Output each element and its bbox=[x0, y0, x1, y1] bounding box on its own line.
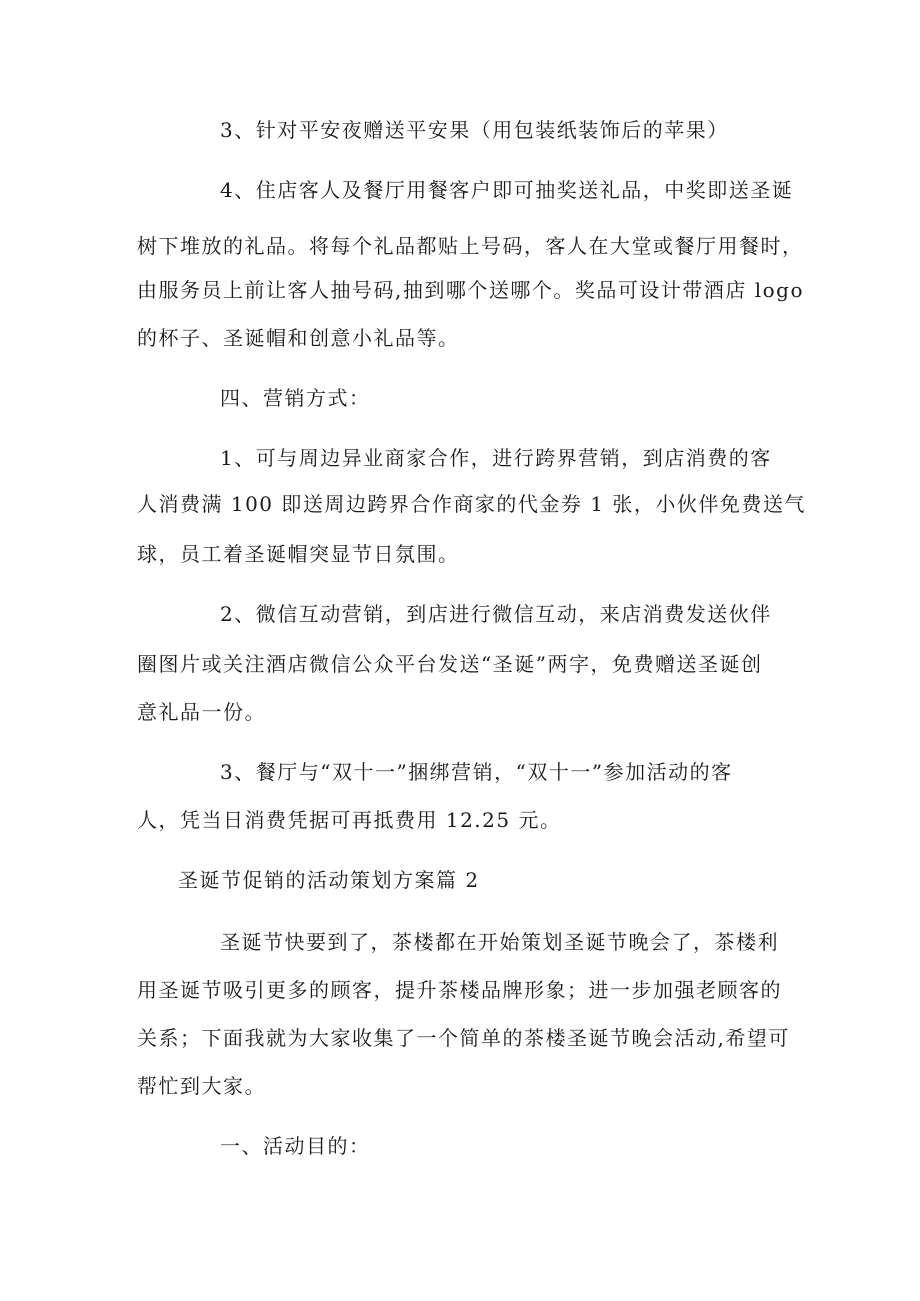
paragraph-line: 人，凭当日消费凭据可再抵费用 12.25 元。 bbox=[137, 808, 562, 832]
paragraph-line: 帮忙到大家。 bbox=[137, 1074, 266, 1098]
paragraph-line: 树下堆放的礼品。将每个礼品都贴上号码，客人在大堂或餐厅用餐时， bbox=[137, 234, 804, 258]
paragraph-line: 关系；下面我就为大家收集了一个简单的茶楼圣诞节晚会活动,希望可 bbox=[137, 1026, 790, 1050]
paragraph-line: 意礼品一份。 bbox=[137, 700, 266, 724]
paragraph-line: 3、针对平安夜赠送平安果（用包装纸装饰后的苹果） bbox=[220, 118, 729, 142]
section-heading: 一、活动目的： bbox=[220, 1134, 371, 1158]
paragraph-line: 用圣诞节吸引更多的顾客，提升茶楼品牌形象；进一步加强老顾客的 bbox=[137, 978, 782, 1002]
paragraph-line: 3、餐厅与“双十一”捆绑营销，“双十一”参加活动的客 bbox=[220, 760, 733, 784]
paragraph-line: 2、微信互动营销，到店进行微信互动，来店消费发送伙伴 bbox=[220, 602, 772, 626]
paragraph-line: 圣诞节快要到了，茶楼都在开始策划圣诞节晚会了，茶楼利 bbox=[220, 930, 779, 954]
paragraph-line: 由服务员上前让客人抽号码,抽到哪个送哪个。奖品可设计带酒店 logo bbox=[137, 278, 804, 302]
section-heading: 四、营销方式： bbox=[220, 386, 371, 410]
paragraph-line: 1、可与周边异业商家合作，进行跨界营销，到店消费的客 bbox=[220, 446, 772, 470]
paragraph-line: 4、住店客人及餐厅用餐客户即可抽奖送礼品，中奖即送圣诞 bbox=[220, 178, 794, 202]
section-title: 圣诞节促销的活动策划方案篇 2 bbox=[178, 868, 480, 892]
paragraph-line: 的杯子、圣诞帽和创意小礼品等。 bbox=[137, 326, 460, 350]
paragraph-line: 球，员工着圣诞帽突显节日氛围。 bbox=[137, 542, 460, 566]
paragraph-line: 人消费满 100 即送周边跨界合作商家的代金券 1 张，小伙伴免费送气 bbox=[137, 492, 806, 516]
paragraph-line: 圈图片或关注酒店微信公众平台发送“圣诞”两字，免费赠送圣诞创 bbox=[137, 652, 763, 676]
